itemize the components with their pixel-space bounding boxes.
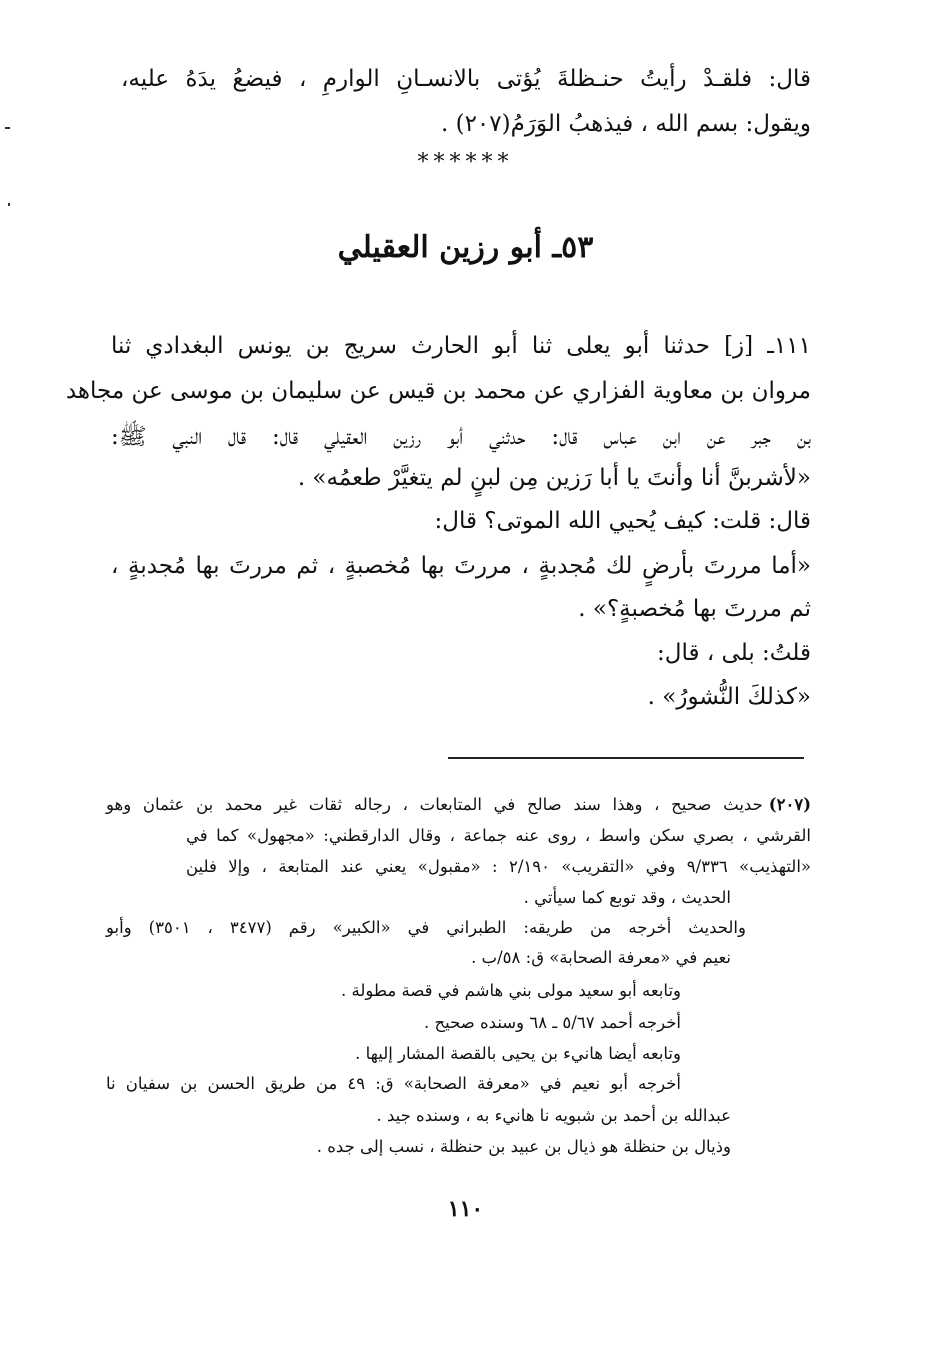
hadith-line-9: «كذلكَ النُّشورُ» . — [647, 684, 811, 710]
footnote-line-5: والحديث أخرجه من طريقه: الطبراني في «الكبير» رقم (٣٤٧٧ ، ٣٥٠١) وأبو — [106, 918, 746, 937]
intro-line-2: ويقول: بسم الله ، فيذهبُ الوَرَمُ(٢٠٧) . — [440, 111, 811, 137]
footnote-line-7: وتابعه أبو سعيد مولى بني هاشم في قصة مطولة . — [340, 981, 681, 1000]
footnote-line-6: نعيم في «معرفة الصحابة» ق: ٥٨/ب . — [471, 948, 731, 967]
footnote-number: (٢٠٧) — [768, 795, 811, 814]
footnote-line-11: عبدالله بن أحمد بن شبويه نا هانيء به ، وسنده جيد . — [376, 1106, 731, 1125]
hadith-line-8: قلتُ: بلى ، قال: — [657, 640, 811, 666]
footnote-line-2: القرشي ، بصري سكن واسط ، روى عنه جماعة ، وقال الدارقطني: «مجهول» كما في — [186, 826, 811, 845]
hadith-line-5: قال: قلت: كيف يُحيي الله الموتى؟ قال: — [434, 508, 811, 534]
footnote-line-3: «التهذيب» ٩/٣٣٦ وفي «التقريب» ٢/١٩٠ : «مقبول» يعني عند المتابعة ، وإلا فلين — [186, 857, 812, 876]
footnote-line-1 — [106, 795, 811, 814]
section-separator-stars: ****** — [417, 150, 514, 175]
intro-line-1: قال: فلقـدْ رأيتُ حنـظلةَ يُؤتى بالانسـانِ الوارمِ ، فيضعُ يدَهُ عليه، — [121, 66, 811, 92]
footnote-line-4: الحديث ، وقد توبع كما سيأتي . — [523, 888, 731, 907]
hadith-line-2: مروان بن معاوية الفزاري عن محمد بن قيس عن سليمان بن موسى عن مجاهد — [65, 378, 811, 404]
hadith-line-6: «أما مررتَ بأرضٍ لك مُجدبةٍ ، مررتَ بها مُخصبةٍ ، ثم مررتَ بها مُجدبةٍ ، — [111, 553, 811, 579]
chapter-title: ٥٣ـ أبو رزين العقيلي — [337, 230, 594, 265]
footnote-line-10: أخرجه أبو نعيم في «معرفة الصحابة» ق: ٤٩ من طريق الحسن بن سفيان نا — [106, 1074, 681, 1093]
footnote-line-9: وتابعه أيضا هانيء بن يحيى بالقصة المشار إليها . — [355, 1044, 681, 1063]
footnote-line-12: وذيال بن حنظلة هو ذيال بن عبيد بن حنظلة ، نسب إلى جده . — [316, 1137, 731, 1156]
hadith-line-1: ١١١ـ [ز] حدثنا أبو يعلى ثنا أبو الحارث سريج بن يونس البغدادي ثنا — [111, 333, 811, 359]
footnote-divider — [448, 757, 804, 759]
scan-mark-bottom — [8, 203, 10, 206]
footnote-text-1: حديث صحيح ، وهذا سند صالح في المتابعات ، رجاله ثقات غير محمد بن عثمان وهو — [106, 795, 763, 814]
hadith-line-3: بن جبر عن ابن عباس قال: حدثني أبو رزين العقيلي قال: قال النبي ﷺ: — [111, 424, 811, 450]
page-number: ١١٠ — [447, 1196, 484, 1222]
footnote-line-8: أخرجه أحمد ٥/٦٧ ـ ٦٨ وسنده صحيح . — [424, 1013, 681, 1032]
scan-mark-top — [5, 127, 10, 129]
hadith-line-4: «لأشربنَّ أنا وأنتَ يا أبا رَزين مِن لبنٍ لم يتغيَّرْ طعمُه» . — [297, 465, 811, 491]
hadith-line-7: ثم مررتَ بها مُخصبةٍ؟» . — [578, 596, 811, 622]
